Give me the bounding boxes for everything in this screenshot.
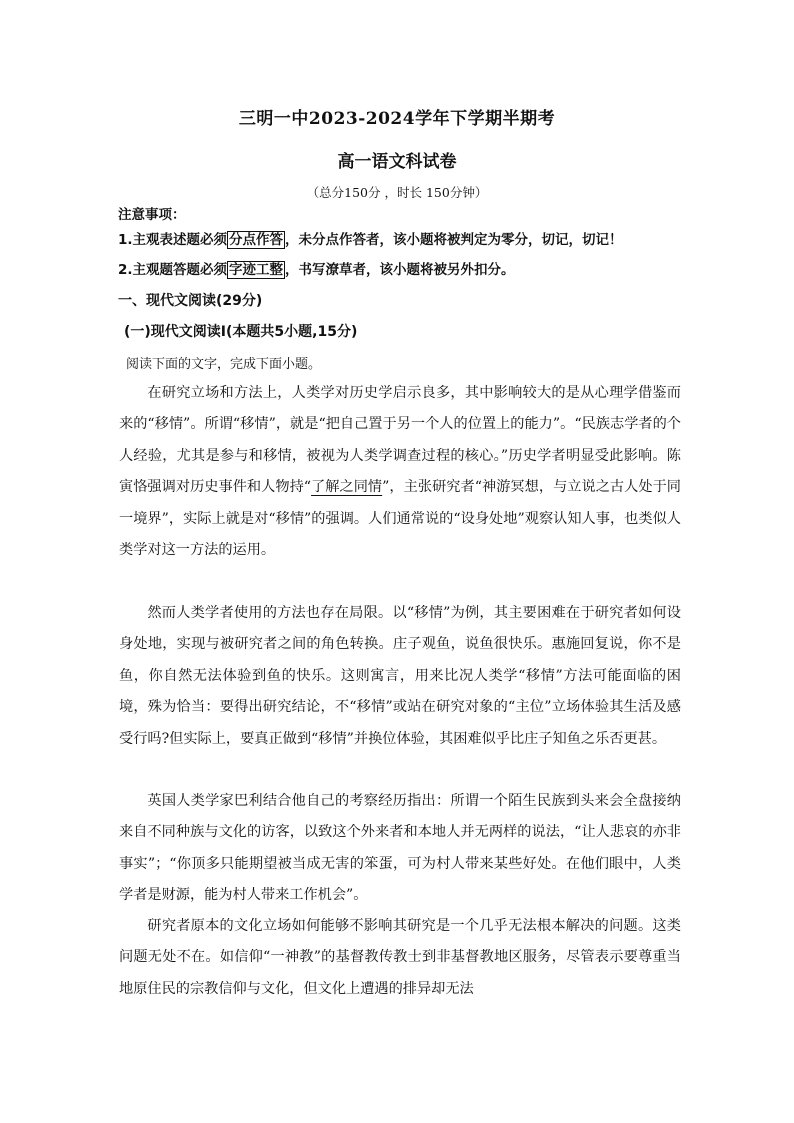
notice-item-1 <box>118 228 623 248</box>
notice-item-2-post: ，书写潦草者，该小题将被另外扣分。 <box>285 262 515 278</box>
paragraph-1-text-b: ”，主张研究者“神游冥想，与立说之古人处于同一境界”，实际上就是对“移情”的强调。人们通常说的“设身处地”观察认知人事，也类似人类学对这一方法的运用。 <box>119 479 681 559</box>
paragraph-2-text: 然而人类学者使用的方法也存在局限。以“移情”为例，其主要困难在于研究者如何设身处地，实现与被研究者之间的角色转换。庄子观鱼，说鱼很快乐。惠施回复说，你不是鱼，你自然无法体验到鱼的快乐。这则寓言，用来比况人类学“移情”方法可能面临的困境，殊为恰当：要得出研究结论，不“移情”或站在研究对象的“主位”立场体验其生活及感受行吗?但实际上，要真正做到“移情”并换位体验，其困难似乎比庄子知鱼之乐否更甚。 <box>119 605 681 747</box>
notice-item-2 <box>118 258 515 278</box>
paragraph-4-text: 研究者原本的文化立场如何能够不影响其研究是一个几乎无法根本解决的问题。这类问题无处不在。如信仰“一神教”的基督教传教士到非基督教地区服务，尽管表示要尊重当地原住民的宗教信仰与文化，但文化上遭遇的排异却无法 <box>119 918 681 997</box>
passage-paragraph-4 <box>119 911 681 1005</box>
section-heading: 一、现代文阅读(29分) <box>118 293 263 309</box>
paragraph-3-text: 英国人类学家巴利结合他自己的考察经历指出：所谓一个陌生民族到头来会全盘接纳来自不同种族与文化的访客，以致这个外来者和本地人并无两样的说法，“让人悲哀的亦非事实”；“你顶多只能期望被当成无害的笨蛋，可为村人带来某些好处。在他们眼中，人类学者是财源，能为村人带来工作机会”。 <box>119 793 681 904</box>
notice-item-1-pre: 1.主观表述题必须 <box>118 232 228 248</box>
subsection-heading: (一)现代文阅读Ⅰ(本题共5小题,15分) <box>124 324 358 340</box>
exam-subtitle: 高一语文科试卷 <box>337 152 457 172</box>
underlined-phrase: 了解之同情 <box>311 479 383 496</box>
exam-info: （总分150分 ，时长 150分钟） <box>306 185 488 200</box>
exam-title: 三明一中2023-2024学年下学期半期考 <box>238 109 556 129</box>
passage-paragraph-3 <box>119 786 681 912</box>
notice-item-2-boxed: 字迹工整 <box>229 262 284 278</box>
passage-paragraph-1 <box>119 378 681 566</box>
paragraph-1-text-a: 在研究立场和方法上，人类学对历史学启示良多，其中影响较大的是从心理学借鉴而来的“移情”。所谓“移情”，就是“把自己置于另一个人的位置上的能力”。“民族志学者的个人经验，尤其是参与和移情，被视为人类学调查过程的核心。”历史学者明显受此影响。陈寅恪强调对历史事件和人物持“ <box>119 385 681 496</box>
notice-item-2-pre: 2.主观题答题必须 <box>118 262 228 278</box>
passage-paragraph-2 <box>119 598 681 755</box>
notice-heading: 注意事项： <box>118 207 186 223</box>
reading-instruction: 阅读下面的文字，完成下面小题。 <box>126 357 322 372</box>
notice-item-1-boxed: 分点作答 <box>229 232 284 248</box>
notice-item-1-post: ，未分点作答者，该小题将被判定为零分，切记，切记！ <box>285 232 623 248</box>
